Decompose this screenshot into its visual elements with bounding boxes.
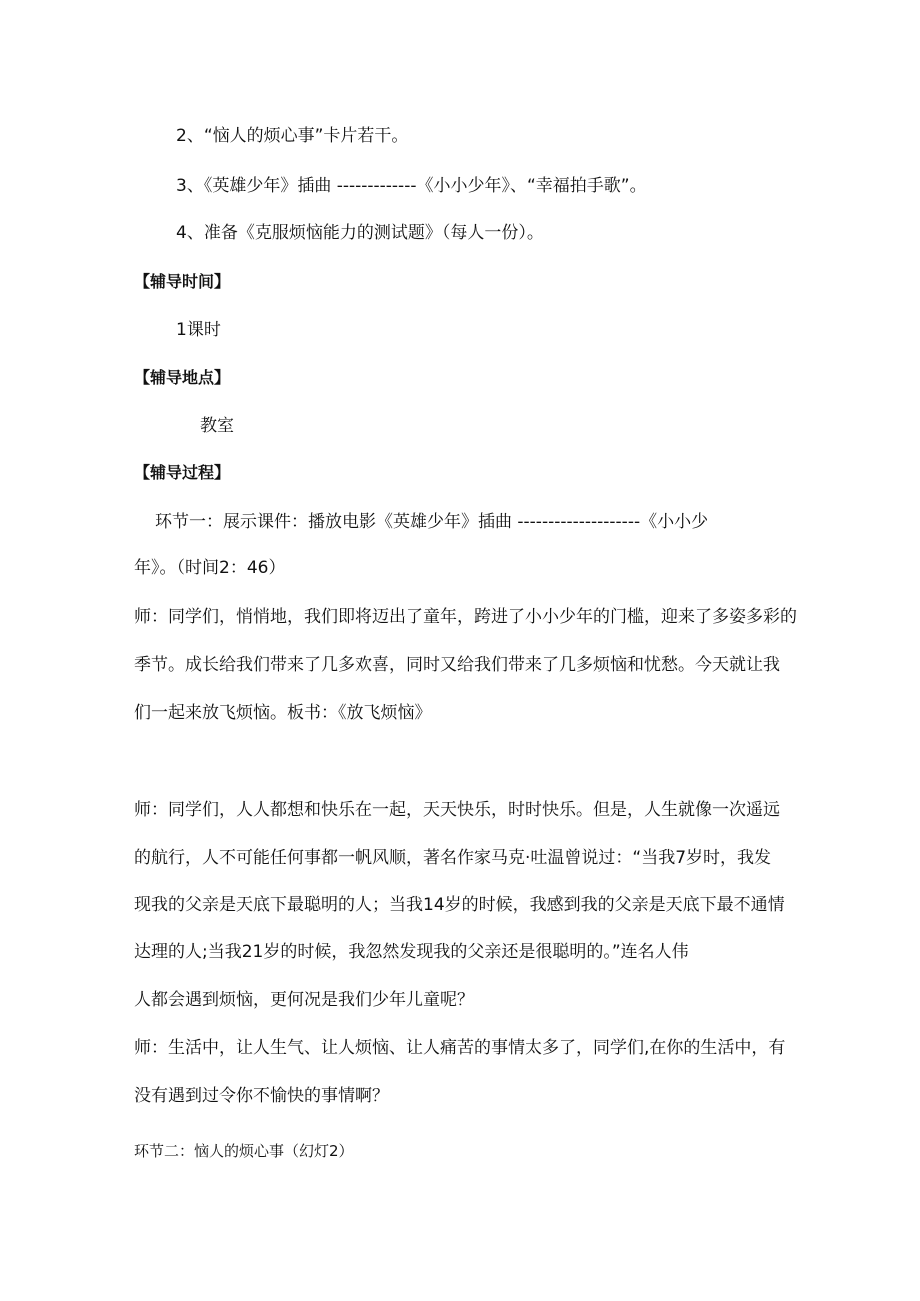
process-line: 师：同学们，人人都想和快乐在一起，天天快乐，时时快乐。但是，人生就像一次遥远 xyxy=(134,800,780,820)
process-line: 没有遇到过令你不愉快的事情啊？ xyxy=(134,1086,389,1106)
time-value: 1课时 xyxy=(176,320,221,340)
prep-item-4: 4、准备《克服烦恼能力的测试题》（每人一份）。 xyxy=(176,223,544,243)
process-line: 环节一：展示课件：播放电影《英雄少年》插曲 --------------------《小小少 xyxy=(155,512,709,532)
process-heading: 【辅导过程】 xyxy=(134,463,231,482)
place-heading: 【辅导地点】 xyxy=(134,368,231,387)
section-title-step-two: 环节二：恼人的烦心事（幻灯2） xyxy=(134,1142,354,1160)
time-heading: 【辅导时间】 xyxy=(134,272,231,291)
process-line: 现我的父亲是天底下最聪明的人；当我14岁的时候，我感到我的父亲是天底下最不通情 xyxy=(134,895,785,915)
process-line: 们一起来放飞烦恼。板书：《放飞烦恼》 xyxy=(134,703,432,723)
place-value: 教室 xyxy=(200,416,234,436)
process-line: 师：同学们，悄悄地，我们即将迈出了童年，跨进了小小少年的门槛，迎来了多姿多彩的 xyxy=(134,607,797,627)
process-line: 师：生活中，让人生气、让人烦恼、让人痛苦的事情太多了，同学们,在你的生活中，有 xyxy=(134,1038,786,1058)
process-line: 季节。成长给我们带来了几多欢喜，同时又给我们带来了几多烦恼和忧愁。今天就让我 xyxy=(134,655,780,675)
prep-item-3: 3、《英雄少年》插曲 -------------《小小少年》、“幸福拍手歌”。 xyxy=(176,176,647,196)
prep-item-2: 2、“恼人的烦心事”卡片若干。 xyxy=(176,126,409,146)
process-line: 达理的人;当我21岁的时候，我忽然发现我的父亲还是很聪明的。”连名人伟 xyxy=(134,942,689,962)
process-line: 人都会遇到烦恼，更何况是我们少年儿童呢？ xyxy=(134,990,474,1010)
process-line: 的航行，人不可能任何事都一帆风顺，著名作家马克·吐温曾说过：“当我7岁时，我发 xyxy=(134,848,772,868)
process-line: 年》。（时间2：46） xyxy=(134,558,286,578)
